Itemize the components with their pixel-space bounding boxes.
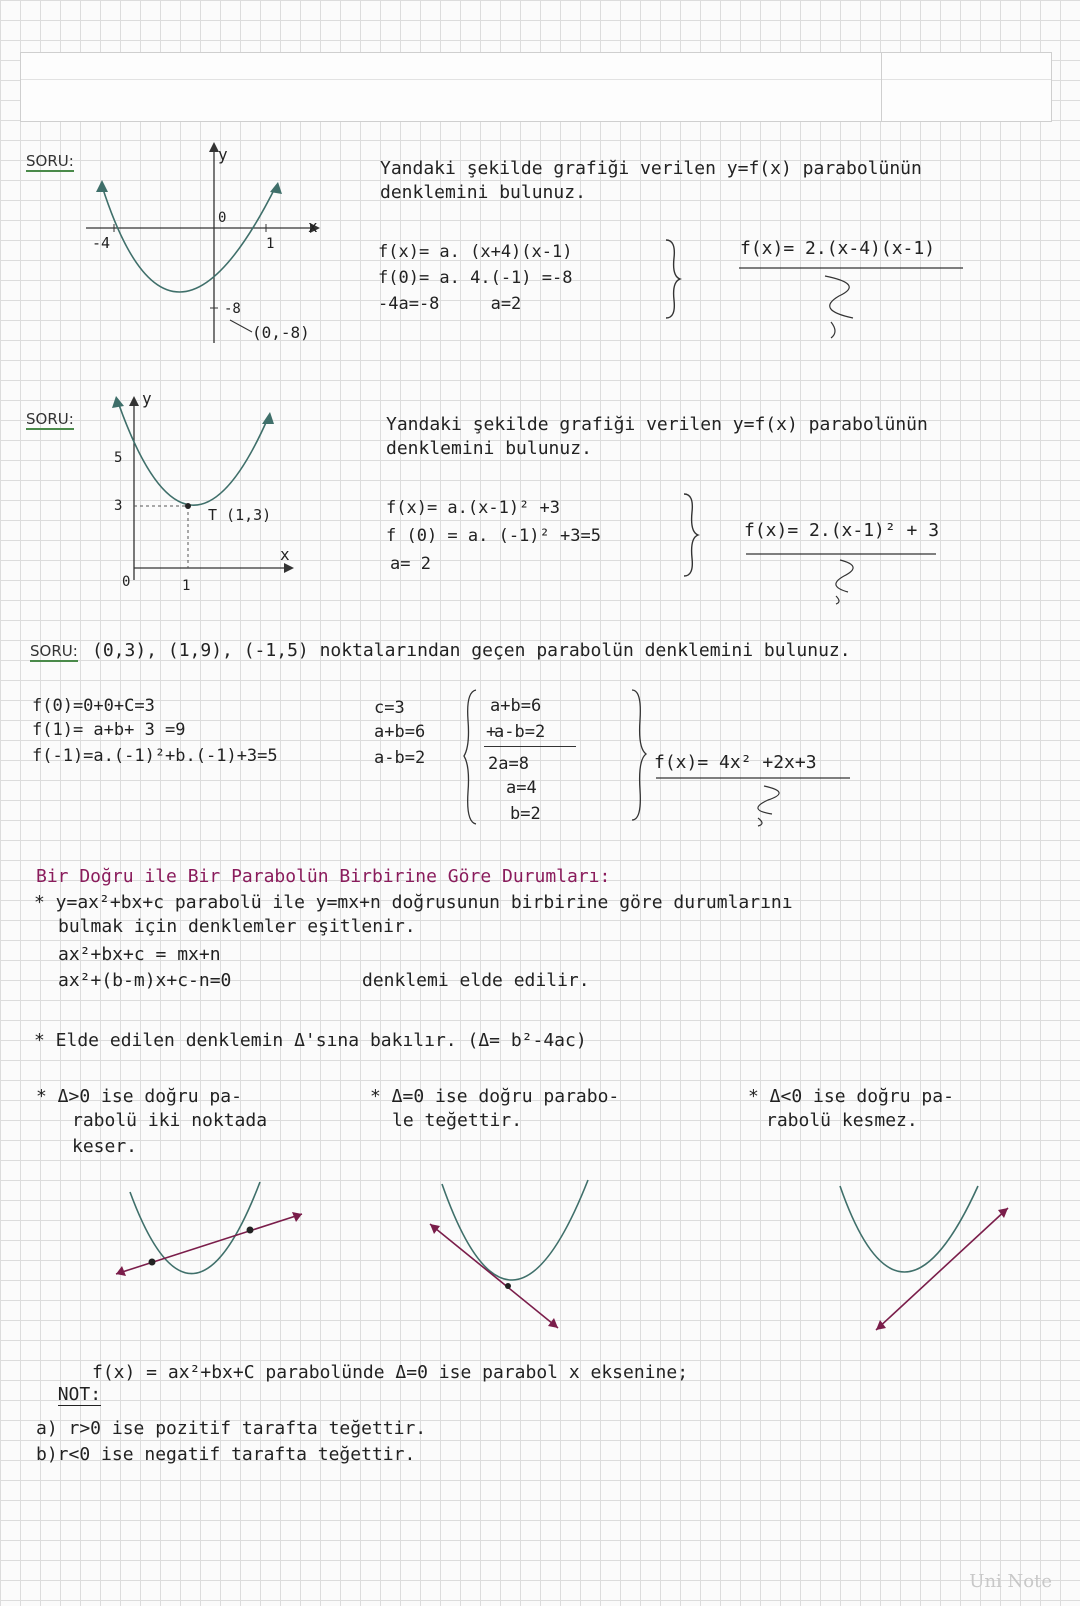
section-p1-line5: denklemi elde edilir.: [362, 970, 590, 991]
case2-line2: le teğettir.: [392, 1110, 523, 1131]
q1-x-label: x: [308, 217, 318, 236]
section-p1-line2: bulmak için denklemler eşitlenir.: [58, 916, 416, 937]
note-label: NOT:: [57, 1384, 102, 1405]
case3-line2: rabolü kesmez.: [766, 1110, 918, 1131]
case1-intersection-dot: [149, 1259, 156, 1266]
q1-result: f(x)= 2.(x-4)(x-1): [740, 238, 936, 259]
q3-label: SORU:: [30, 642, 78, 660]
q2-eq3: a= 2: [390, 554, 431, 574]
q3-system-eq3: 2a=8: [488, 754, 529, 774]
q2-prompt-line1: Yandaki şekilde grafiği verilen y=f(x) parabolünün: [386, 414, 928, 435]
q3-right-brace: [628, 686, 650, 826]
case1-sketch: [110, 1180, 310, 1310]
q2-label: SORU:: [26, 410, 74, 428]
q2-y-arrow-icon: [129, 396, 139, 406]
section-p1-line4: ax²+(b-m)x+c-n=0: [58, 970, 232, 991]
case2-parabola: [442, 1180, 588, 1280]
case3-parabola: [840, 1186, 978, 1272]
q2-three-label: 3: [114, 498, 123, 514]
q1-prompt-line2: denklemini bulunuz.: [380, 182, 586, 203]
q1-graph: [80, 138, 340, 358]
case2-sketch: [420, 1178, 600, 1338]
q3-mid-eq3: a-b=2: [374, 748, 426, 768]
q1-eq2: f(0)= a. 4.(-1) =-8: [378, 268, 573, 288]
q1-neg8-label: -8: [224, 301, 241, 317]
q1-parabola-left-arrow-icon: [96, 180, 108, 192]
q2-x-label: x: [280, 545, 290, 564]
case1-line: [116, 1214, 302, 1274]
q2-parabola: [118, 402, 268, 505]
case2-line: [430, 1224, 558, 1328]
q2-result-underline: [744, 546, 964, 606]
q3-system-sum-line: [484, 746, 576, 747]
q2-eq1: f(x)= a.(x-1)² +3: [386, 498, 560, 518]
q3-left-eq3: f(-1)=a.(-1)²+b.(-1)+3=5: [32, 746, 278, 766]
case1-line3: keser.: [72, 1136, 138, 1157]
q3-system-eq2: a-b=2: [494, 722, 546, 742]
q3-left-eq2: f(1)= a+b+ 3 =9: [32, 720, 186, 740]
q3-prompt: (0,3), (1,9), (-1,5) noktalarından geçen parabolün denklemini bulunuz.: [92, 640, 851, 661]
q3-system-eq4: a=4: [506, 778, 537, 798]
brand-logo: Uni Note: [969, 1571, 1052, 1592]
q1-point-pointer: [230, 320, 252, 332]
q2-origin-label: 0: [122, 574, 131, 590]
q3-left-eq1: f(0)=0+0+C=3: [32, 696, 155, 716]
q2-parabola-right-arrow-icon: [262, 412, 274, 424]
q1-parabola: [102, 186, 276, 292]
q1-y-label: y: [218, 145, 228, 164]
q3-mid-eq2: a+b=6: [374, 722, 426, 742]
q3-system-plus: +: [486, 722, 497, 742]
q3-system-left-brace: [462, 686, 480, 828]
note-line3: b)r<0 ise negatif tarafta teğettir.: [36, 1444, 416, 1465]
q1-label: SORU:: [26, 152, 74, 170]
q3-system-eq5: b=2: [510, 804, 541, 824]
case3-sketch: [830, 1178, 1020, 1338]
q1-parabola-right-arrow-icon: [270, 182, 282, 194]
q3-result: f(x)= 4x² +2x+3: [654, 752, 817, 773]
q1-neg4-label: -4: [92, 234, 111, 252]
section-heading: Bir Doğru ile Bir Parabolün Birbirine Göre Durumları:: [36, 866, 611, 887]
case2-line-arrow2-icon: [548, 1318, 558, 1328]
q1-point-label: (0,-8): [252, 323, 310, 342]
q2-vertex-label: T (1,3): [208, 506, 272, 524]
case3-line1: * Δ<0 ise doğru pa-: [748, 1086, 954, 1107]
q2-parabola-left-arrow-icon: [112, 396, 124, 408]
header-column-divider: [881, 53, 882, 121]
q1-prompt-line1: Yandaki şekilde grafiği verilen y=f(x) parabolünün: [380, 158, 922, 179]
q1-eq3: -4a=-8 a=2: [378, 294, 522, 314]
header-table: [20, 52, 1052, 122]
q2-one-label: 1: [182, 578, 191, 594]
section-p1-line3: ax²+bx+c = mx+n: [58, 944, 221, 965]
section-p1-line1: * y=ax²+bx+c parabolü ile y=mx+n doğrusunun birbirine göre durumlarını: [34, 892, 793, 913]
note-line2: a) r>0 ise pozitif tarafta teğettir.: [36, 1418, 427, 1439]
q2-brace: [680, 490, 702, 580]
case2-line-arrow-icon: [430, 1224, 440, 1234]
q2-result: f(x)= 2.(x-1)² + 3: [744, 520, 940, 541]
q1-result-underline: [735, 262, 975, 342]
q3-system-eq1: a+b=6: [490, 696, 542, 716]
q1-brace: [662, 236, 684, 322]
q2-graph: [104, 390, 324, 600]
q2-five-label: 5: [114, 450, 123, 466]
case1-intersection-dot: [247, 1227, 254, 1234]
case2-line1: * Δ=0 ise doğru parabo-: [370, 1086, 620, 1107]
section-p2: * Elde edilen denklemin Δ'sına bakılır. (Δ= b²-4ac): [34, 1030, 587, 1051]
case3-line: [876, 1208, 1008, 1330]
q2-prompt-line2: denklemini bulunuz.: [386, 438, 592, 459]
header-row-divider: [21, 79, 1051, 80]
q2-vertex-dot: [185, 503, 191, 509]
q2-eq2: f (0) = a. (-1)² +3=5: [386, 526, 601, 546]
q1-one-label: 1: [266, 236, 275, 252]
q2-y-label: y: [142, 390, 152, 408]
q3-mid-eq1: c=3: [374, 698, 405, 718]
q1-origin-label: 0: [218, 210, 227, 226]
note-line1: f(x) = ax²+bx+C parabolünde Δ=0 ise parabol x eksenine;: [92, 1362, 689, 1383]
q1-eq1: f(x)= a. (x+4)(x-1): [378, 242, 573, 262]
q2-x-arrow-icon: [284, 563, 294, 573]
case1-line1: * Δ>0 ise doğru pa-: [36, 1086, 242, 1107]
case2-tangent-dot: [505, 1283, 511, 1289]
case1-line2: rabolü iki noktada: [72, 1110, 268, 1131]
q3-result-underline: [654, 774, 864, 830]
